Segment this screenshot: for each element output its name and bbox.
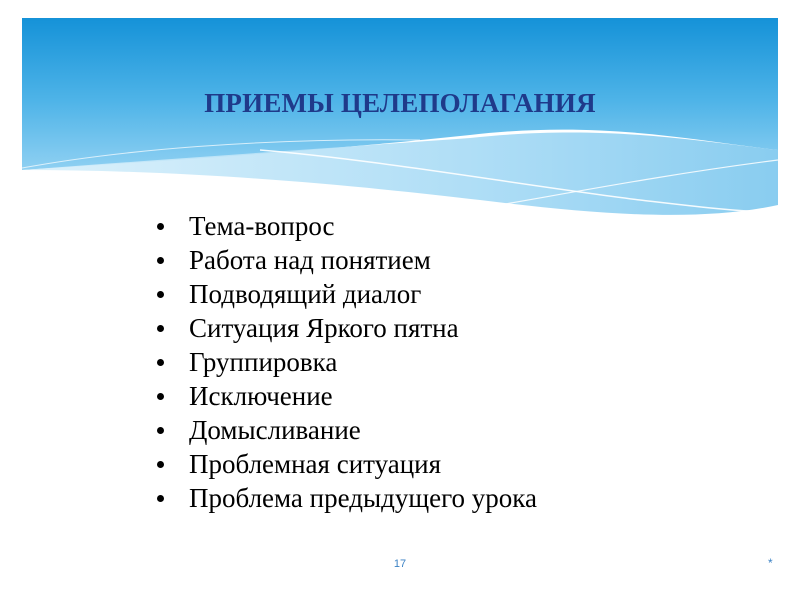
bullet-icon [157, 461, 164, 468]
list-item-text: Подводящий диалог [189, 279, 422, 309]
list-item [155, 345, 537, 379]
list-item [155, 243, 537, 277]
list-item [155, 209, 537, 243]
bullet-icon [157, 495, 164, 502]
list-item [155, 379, 537, 413]
list-item-text: Работа над понятием [189, 245, 431, 275]
bullet-icon [157, 325, 164, 332]
list-item-text: Проблемная ситуация [189, 449, 442, 479]
list-item-text: Тема-вопрос [189, 211, 335, 241]
slide-title: ПРИЕМЫ ЦЕЛЕПОЛАГАНИЯ [204, 88, 596, 118]
page-number: 17 [393, 558, 407, 570]
list-item-text: Группировка [189, 347, 338, 377]
list-item [155, 413, 537, 447]
bullet-icon [157, 291, 164, 298]
bullet-icon [157, 359, 164, 366]
list-item [155, 311, 537, 345]
list-item [155, 481, 537, 515]
list-item [155, 447, 537, 481]
bullet-icon [157, 223, 164, 230]
bullet-icon [157, 427, 164, 434]
list-item [155, 277, 537, 311]
list-item-text: Исключение [189, 381, 333, 411]
bullet-icon [157, 393, 164, 400]
bullet-icon [157, 257, 164, 264]
header-wave-background [0, 0, 800, 240]
footer-mark: * [768, 556, 773, 570]
bullet-list [155, 209, 537, 515]
list-item-text: Домысливание [189, 415, 361, 445]
list-item-text: Ситуация Яркого пятна [189, 313, 459, 343]
list-item-text: Проблема предыдущего урока [189, 483, 537, 513]
